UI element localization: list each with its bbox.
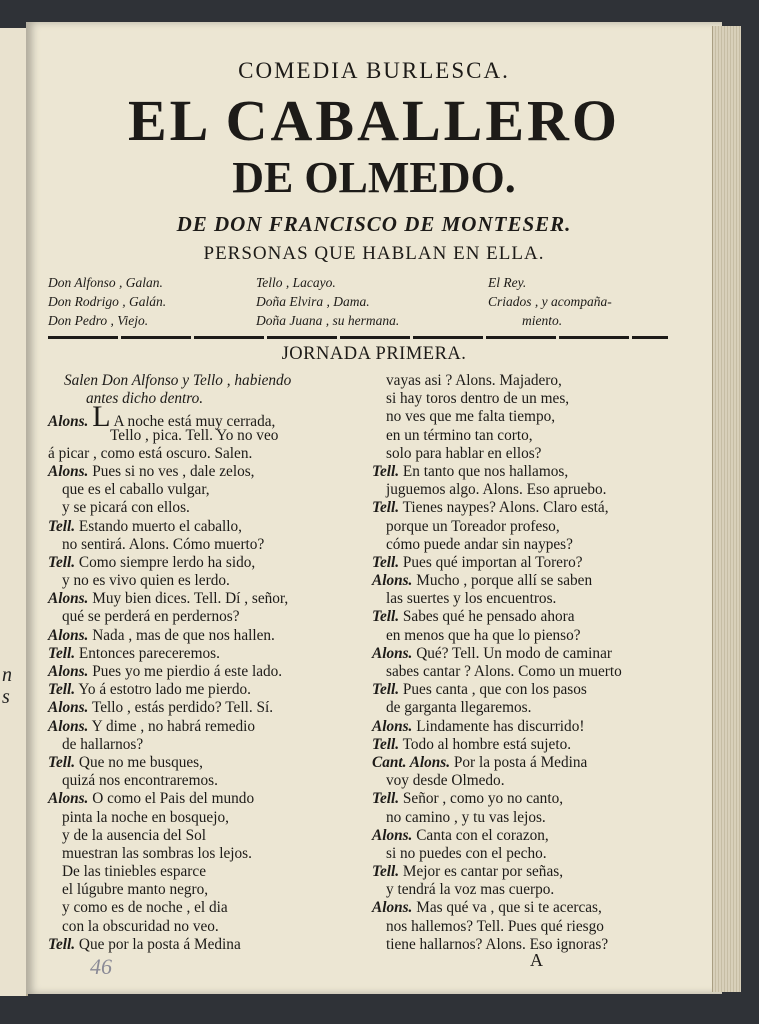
verse-text: Salen Don Alfonso y Tello , habiendo: [64, 372, 292, 389]
verse-line: [372, 554, 692, 572]
verse-text: que es el caballo vulgar,: [62, 481, 210, 499]
verse-line: [372, 699, 692, 717]
verse-text: Y dime , no habrá remedio: [91, 717, 256, 735]
verse-line: [48, 663, 356, 681]
speaker-label: Alons.: [372, 826, 413, 844]
verse-line: [372, 645, 692, 663]
verse-line: [372, 681, 692, 699]
speaker-label: Tell.: [372, 553, 400, 571]
signature-mark: A: [530, 950, 543, 970]
speaker-label: Alons.: [48, 663, 89, 680]
cast-entry: Don Pedro , Viejo.: [48, 313, 149, 328]
verse-line: [372, 881, 692, 899]
verse-line: [48, 736, 356, 754]
speaker-label: Tell.: [48, 935, 76, 953]
speaker-label: Tell.: [372, 499, 400, 517]
verse-line: [48, 827, 356, 845]
verse-line: [372, 809, 692, 827]
personas-heading: PERSONAS QUE HABLAN EN ELLA.: [203, 243, 545, 264]
verse-line: [372, 518, 692, 536]
verse-line: [48, 699, 356, 717]
divider-rule: [48, 336, 668, 339]
verse-text: no ves que me falta tiempo,: [386, 408, 556, 426]
act-heading: JORNADA PRIMERA.: [281, 344, 467, 364]
verse-text: juguemos algo. Alons. Eso apruebo.: [386, 481, 607, 499]
verse-line: [48, 681, 356, 699]
speaker-label: Alons.: [48, 626, 89, 644]
verse-text: Tello , estás perdido? Tell. Sí.: [91, 699, 274, 717]
verse-line: [372, 736, 692, 754]
verse-text: á picar , como está oscuro. Salen.: [48, 444, 253, 462]
verse-text: y se picará con ellos.: [62, 499, 190, 517]
speaker-label: Alons.: [372, 899, 413, 917]
verse-text: y tendrá la voz mas cuerpo.: [386, 881, 555, 899]
speaker-label: Tell.: [48, 644, 76, 662]
verse-text: Entonces pareceremos.: [78, 644, 220, 662]
verse-line: [48, 881, 356, 899]
verse-text: en menos que ha que lo pienso?: [386, 626, 581, 644]
text-column-right: [372, 372, 692, 954]
cast-entry: Doña Elvira , Dama.: [256, 294, 370, 309]
verse-text: qué se perderá en perdernos?: [62, 608, 240, 626]
verse-line: [372, 754, 692, 772]
cast-column-1: [48, 273, 166, 330]
facing-page-edge: [0, 28, 28, 996]
verse-line: [372, 390, 692, 408]
cast-entry: miento.: [522, 313, 563, 328]
verse-line: [372, 827, 692, 845]
verse-text: Sabes qué he pensado ahora: [402, 608, 575, 626]
verse-text: Lindamente has discurrido!: [416, 717, 585, 735]
speaker-label: Tell.: [48, 517, 76, 535]
verse-line: [48, 481, 356, 499]
verse-text: Señor , como yo no canto,: [402, 790, 564, 808]
verse-line: [48, 863, 356, 881]
verse-line: [48, 918, 356, 936]
verse-line: [48, 536, 356, 554]
verse-text: Qué? Tell. Un modo de caminar: [416, 644, 612, 662]
verse-line: [48, 572, 356, 590]
verse-line: [372, 372, 692, 390]
cast-entry: Criados , y acompaña-: [488, 294, 612, 309]
verse-line: [48, 445, 356, 463]
speaker-label: Cant. Alons.: [372, 753, 451, 771]
verse-text: Mas qué va , que si te acercas,: [416, 899, 602, 917]
verse-text: y como es de noche , el dia: [62, 899, 228, 917]
verse-text: si hay toros dentro de un mes,: [386, 390, 570, 408]
verse-text: no camino , y tu vas lejos.: [386, 808, 546, 826]
verse-line: [48, 718, 356, 736]
speaker-label: Tell.: [372, 681, 400, 699]
verse-text: cómo puede andar sin naypes?: [386, 535, 573, 553]
verse-line: [372, 463, 692, 481]
speaker-label: Tell.: [48, 681, 76, 699]
verse-text: Estando muerto el caballo,: [78, 517, 243, 535]
verse-line: [48, 554, 356, 572]
speaker-label: Tell.: [372, 462, 400, 480]
verse-line: [372, 572, 692, 590]
speaker-label: Alons.: [372, 644, 413, 662]
verse-text: y de la ausencia del Sol: [62, 826, 206, 844]
verse-text: Como siempre lerdo ha sido,: [78, 553, 256, 571]
verse-text: solo para hablar en ellos?: [386, 444, 542, 462]
verse-text: Tello , pica. Tell. Yo no veo: [110, 426, 279, 444]
cast-column-3: [488, 273, 612, 330]
text-column-left: [48, 372, 356, 954]
verse-text: Pues si no ves , dale zelos,: [92, 462, 255, 480]
verse-text: quizá nos encontraremos.: [62, 772, 218, 790]
verse-text: Pues yo me pierdio á este lado.: [92, 663, 283, 680]
speaker-label: Alons.: [372, 572, 413, 590]
verse-text: A noche está muy cerrada,: [113, 413, 276, 431]
cast-entry: El Rey.: [488, 275, 527, 290]
cast-entry: Don Rodrigo , Galán.: [48, 294, 167, 309]
verse-text: pinta la noche en bosquejo,: [62, 808, 229, 826]
verse-line: [372, 427, 692, 445]
verse-text: si no puedes con el pecho.: [386, 844, 547, 862]
verse-text: Que no me busques,: [78, 753, 203, 771]
verse-line: [48, 899, 356, 917]
verse-line: [372, 608, 692, 626]
verse-text: Pues qué importan al Torero?: [402, 553, 583, 571]
speaker-label: Tell.: [48, 553, 76, 571]
verse-line: [372, 663, 692, 681]
verse-text: En tanto que nos hallamos,: [402, 462, 569, 480]
verse-line: [48, 772, 356, 790]
speaker-label: Alons.: [48, 699, 89, 717]
verse-line: [48, 518, 356, 536]
verse-text: Pues canta , que con los pasos: [402, 681, 587, 699]
verse-line: [372, 499, 692, 517]
speaker-label: Tell.: [372, 863, 400, 881]
verse-line: [48, 790, 356, 808]
verse-text: tiene hallarnos? Alons. Eso ignoras?: [386, 935, 609, 953]
speaker-label: Alons.: [372, 717, 413, 735]
verse-text: Todo al hombre está sujeto.: [402, 735, 572, 753]
verse-line: [372, 627, 692, 645]
verse-line: [372, 845, 692, 863]
verse-text: sabes cantar ? Alons. Como un muerto: [386, 663, 622, 680]
pencil-annotation: 46: [90, 954, 112, 979]
verse-text: Nada , mas de que nos hallen.: [92, 626, 275, 644]
verse-text: no sentirá. Alons. Cómo muerto?: [62, 535, 265, 553]
verse-text: las suertes y los encuentros.: [386, 590, 557, 608]
verse-text: el lúgubre manto negro,: [62, 881, 209, 899]
verse-text: vayas asi ? Alons. Majadero,: [386, 372, 562, 389]
verse-line: [372, 408, 692, 426]
verse-line: [48, 499, 356, 517]
verse-text: con la obscuridad no veo.: [62, 917, 219, 935]
verse-text: Que por la posta á Medina: [78, 935, 241, 953]
title-line-1: EL CABALLERO: [127, 88, 621, 153]
verse-line: [372, 918, 692, 936]
speaker-label: Alons.: [48, 462, 89, 480]
author-line: DE DON FRANCISCO DE MONTESER.: [176, 212, 572, 236]
verse-line: [372, 481, 692, 499]
genre-heading: COMEDIA BURLESCA.: [238, 58, 510, 83]
verse-line: [48, 809, 356, 827]
verse-text: O como el Pais del mundo: [92, 790, 255, 808]
speaker-label: Tell.: [372, 790, 400, 808]
title-line-2: DE OLMEDO.: [232, 153, 516, 202]
verse-line: [48, 463, 356, 481]
verse-text: de hallarnos?: [62, 735, 144, 753]
verse-line: [372, 863, 692, 881]
cast-entry: Doña Juana , su hermana.: [256, 313, 400, 328]
verse-line: [48, 590, 356, 608]
verse-text: Mucho , porque allí se saben: [416, 572, 593, 590]
verse-text: Mejor es cantar por señas,: [402, 863, 564, 881]
verse-line: [48, 936, 356, 954]
verse-text: Canta con el corazon,: [416, 826, 549, 844]
verse-text: De las tiniebles esparce: [62, 863, 206, 881]
verse-text: Por la posta á Medina: [453, 753, 588, 771]
cast-entry: Tello , Lacayo.: [256, 275, 336, 290]
verse-line: [48, 400, 356, 434]
verse-line: [48, 372, 356, 390]
verse-text: antes dicho dentro.: [86, 390, 204, 408]
verse-text: Muy bien dices. Tell. Dí , señor,: [92, 590, 289, 608]
speaker-label: Alons.: [48, 790, 89, 808]
speaker-label: Tell.: [372, 735, 400, 753]
verse-line: [372, 772, 692, 790]
speaker-label: Alons.: [48, 717, 89, 735]
verse-line: [48, 608, 356, 626]
verse-line: [48, 754, 356, 772]
verse-text: de garganta llegaremos.: [386, 699, 532, 717]
verse-line: [48, 627, 356, 645]
verse-text: porque un Toreador profeso,: [386, 517, 560, 535]
verse-text: Tienes naypes? Alons. Claro está,: [402, 499, 609, 517]
speaker-label: Tell.: [48, 753, 76, 771]
verse-text: nos hallemos? Tell. Pues qué riesgo: [386, 917, 604, 935]
drop-cap: L: [92, 400, 111, 434]
verse-line: [372, 718, 692, 736]
speaker-label: Alons.: [48, 413, 89, 431]
verse-line: [48, 845, 356, 863]
verse-line: [48, 645, 356, 663]
verse-line: [372, 590, 692, 608]
verse-line: [372, 899, 692, 917]
verse-text: en un término tan corto,: [386, 426, 533, 444]
verse-line: [372, 790, 692, 808]
verse-line: [372, 445, 692, 463]
cast-entry: Don Alfonso , Galan.: [48, 275, 163, 290]
facing-page-fragment: n: [2, 664, 12, 686]
speaker-label: Alons.: [48, 590, 89, 608]
verse-text: voy desde Olmedo.: [386, 772, 505, 790]
cast-column-2: [256, 273, 399, 330]
verse-text: muestran las sombras los lejos.: [62, 844, 252, 862]
speaker-label: Tell.: [372, 608, 400, 626]
verse-line: [372, 536, 692, 554]
verse-text: y no es vivo quien es lerdo.: [62, 572, 230, 590]
verse-text: Yo á estotro lado me pierdo.: [78, 681, 251, 699]
facing-page-fragment: s: [2, 686, 10, 708]
